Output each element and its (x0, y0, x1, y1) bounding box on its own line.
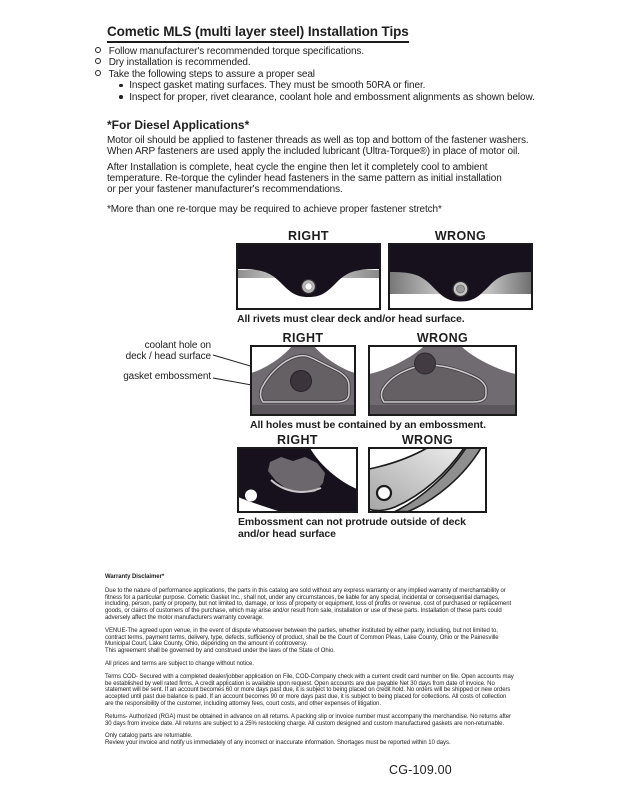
embossment-wrong-panel (368, 345, 517, 416)
diesel-applications-heading: *For Diesel Applications* (107, 118, 250, 132)
right-label: RIGHT (288, 229, 329, 243)
rivets-right-panel (236, 243, 381, 310)
bullet-item (95, 69, 535, 80)
disclaimer-line: Only catalog parts are returnable. (105, 733, 193, 740)
coolant-hole (415, 353, 436, 374)
disclaimer-line: be established by well rated firms. A credit application is available upon request. Open accounts are due payable Net 30 days from date of invoice. No (105, 680, 495, 687)
disclaimer-paragraph (105, 628, 575, 655)
bullet-text: Follow manufacturer's recommended torque specifications. (108, 46, 365, 57)
disclaimer-line: adversely affect the motor manufacturers warranty coverage. (105, 614, 264, 621)
coolant-hole-label: deck / head surface (125, 350, 211, 362)
coolant-hole (291, 371, 312, 392)
diesel-paragraph-1 (107, 135, 529, 157)
bullet-dot-icon (119, 95, 123, 99)
disclaimer-paragraph (105, 661, 575, 668)
diagram-annotations (95, 341, 211, 383)
disclaimer-line: Municipal Court, Lake County, Ohio, depending on the amount in controversy. (105, 641, 308, 648)
rivet-center (457, 285, 465, 293)
disclaimer-line: Returns- Authorized (RGA) must be obtained in advance on all returns. A packing slip or invoice number must accompany the merchandise. No returns after (105, 713, 511, 720)
bullet-text: Dry installation is recommended. (108, 57, 251, 69)
sub-bullet-text: Inspect for proper, rivet clearance, coolant hole and embossment alignments as shown below. (129, 91, 535, 103)
disclaimer-paragraph (105, 674, 575, 708)
sub-bullet-text: Inspect gasket mating surfaces. They must be smooth 50RA or finer. (129, 80, 426, 92)
disclaimer-line: VENUE-The agreed upon venue, in the event of dispute whatsoever between the parties, whether instituted by either party, including, but not limited to, (105, 627, 498, 634)
diagram-caption (238, 516, 466, 540)
bullet-text: Take the following steps to assure a proper seal (108, 68, 315, 80)
gasket-embossment-label: gasket embossment (123, 371, 211, 382)
disclaimer-line: This agreement shall be governed by and construed under the laws of the State of Ohio. (105, 648, 335, 655)
bolt-hole (377, 486, 391, 500)
protrusion-right-panel (237, 447, 358, 513)
disclaimer-line: Due to the nature of performance applications, the parts in this catalog are sold without any express warranty or any implied warranty of merchantability or (105, 587, 506, 594)
disclaimer-line: Terms COD- Secured with a completed dealer/jobber application on File, COD-Company check with a current credit card number on file. Open accounts may (105, 673, 514, 680)
disclaimer-line: contract terms, payment terms, delivery, type, defects, sufficiency of product, shall be the Court of Common Pleas, Lake County, Ohio or the Painesville (105, 634, 499, 641)
warranty-disclaimer (105, 574, 575, 753)
disclaimer-line: 30 days from invoice date. All returns are subject to a 25% restocking charge. All custom designed and custom manufactured gaskets are non-returnable. (105, 720, 505, 727)
wrong-label: WRONG (401, 433, 454, 447)
sub-bullet-item (95, 80, 535, 91)
right-label: RIGHT (277, 433, 318, 447)
wrong-label: WRONG (416, 331, 469, 345)
caption-line: Embossment can not protrude outside of deck (238, 516, 466, 528)
paragraph-line: or per your fastener manufacturer's recommendations. (107, 184, 343, 195)
disclaimer-line: Review your invoice and notify us immediately of any incorrect or inaccurate information. Shortages must be reported within 10 days. (105, 740, 451, 747)
paragraph-line: When ARP fasteners are used apply the included lubricant (Ultra-Torque®) in place of motor oil. (107, 146, 520, 157)
disclaimer-line: fitness for a particular purpose. Cometic Gasket Inc., shall not, under any circumstances, be liable for any special, incidental or consequential damages, (105, 594, 500, 601)
intro-list (95, 46, 535, 103)
deck-edge-band (251, 405, 355, 415)
sub-bullet-item (95, 92, 535, 103)
deck-edge-band (369, 405, 516, 415)
paragraph-line: temperature. Re-torque the cylinder head fasteners in the same pattern as initial installation (107, 173, 502, 184)
paragraph-line: After Installation is complete, heat cycle the engine then let it completely cool to ambient (107, 162, 488, 173)
embossment-right-panel (250, 345, 356, 416)
right-label: RIGHT (282, 331, 324, 345)
disclaimer-heading: Warranty Disclaimer* (105, 574, 165, 580)
disclaimer-line: statement will be sent. If an account becomes 60 or more days past due, it is subject to being placed on credit hold. No orders will be shipped or new orders (105, 687, 511, 694)
document-title: Cometic MLS (multi layer steel) Installation Tips (107, 24, 409, 43)
disclaimer-line: including, person, party or property, but not limited to, damage, or loss of property or equipment, loss of profits or revenue, cost of purchased or replacement (105, 601, 512, 608)
disclaimer-line: are the responsibility of the customer, including attorney fees, court costs, and other expenses of litigation. (105, 700, 381, 707)
bullet-circle-icon (95, 47, 101, 53)
rivets-wrong-panel (388, 243, 533, 310)
bullet-circle-icon (95, 70, 101, 76)
bullet-item (95, 46, 535, 57)
rivet-center (305, 283, 312, 290)
disclaimer-line: accepted until past due balance is paid. If an account becomes 90 or more days past due, it is subject to being placed for collections. All costs of collection (105, 694, 507, 701)
disclaimer-paragraph (105, 733, 575, 747)
diagram-caption: All holes must be contained by an embossment. (250, 419, 486, 431)
wrong-label: WRONG (434, 229, 487, 243)
retorque-note: *More than one re-torque may be required to achieve proper fastener stretch* (107, 204, 442, 215)
protrusion-wrong-panel (368, 447, 487, 513)
bullet-dot-icon (119, 84, 123, 88)
bolt-hole (245, 490, 257, 502)
coolant-hole-label: coolant hole on (144, 340, 211, 351)
disclaimer-line: All prices and terms are subject to change without notice. (105, 660, 254, 667)
bullet-circle-icon (95, 58, 101, 64)
disclaimer-paragraph (105, 588, 575, 622)
diagram-caption: All rivets must clear deck and/or head surface. (237, 313, 465, 325)
disclaimer-paragraph (105, 714, 575, 728)
diesel-paragraph-2 (107, 162, 502, 195)
bullet-item (95, 57, 535, 68)
disclaimer-line: goods, or claims of customers of the purchase, which may arise and/or result from sale, installation or use of these parts. Installation of these parts could (105, 608, 502, 615)
page-code: CG-109.00 (389, 763, 452, 777)
paragraph-line: Motor oil should be applied to fastener threads as well as top and bottom of the fastener washers. (107, 135, 529, 146)
caption-line: and/or head surface (238, 528, 336, 540)
